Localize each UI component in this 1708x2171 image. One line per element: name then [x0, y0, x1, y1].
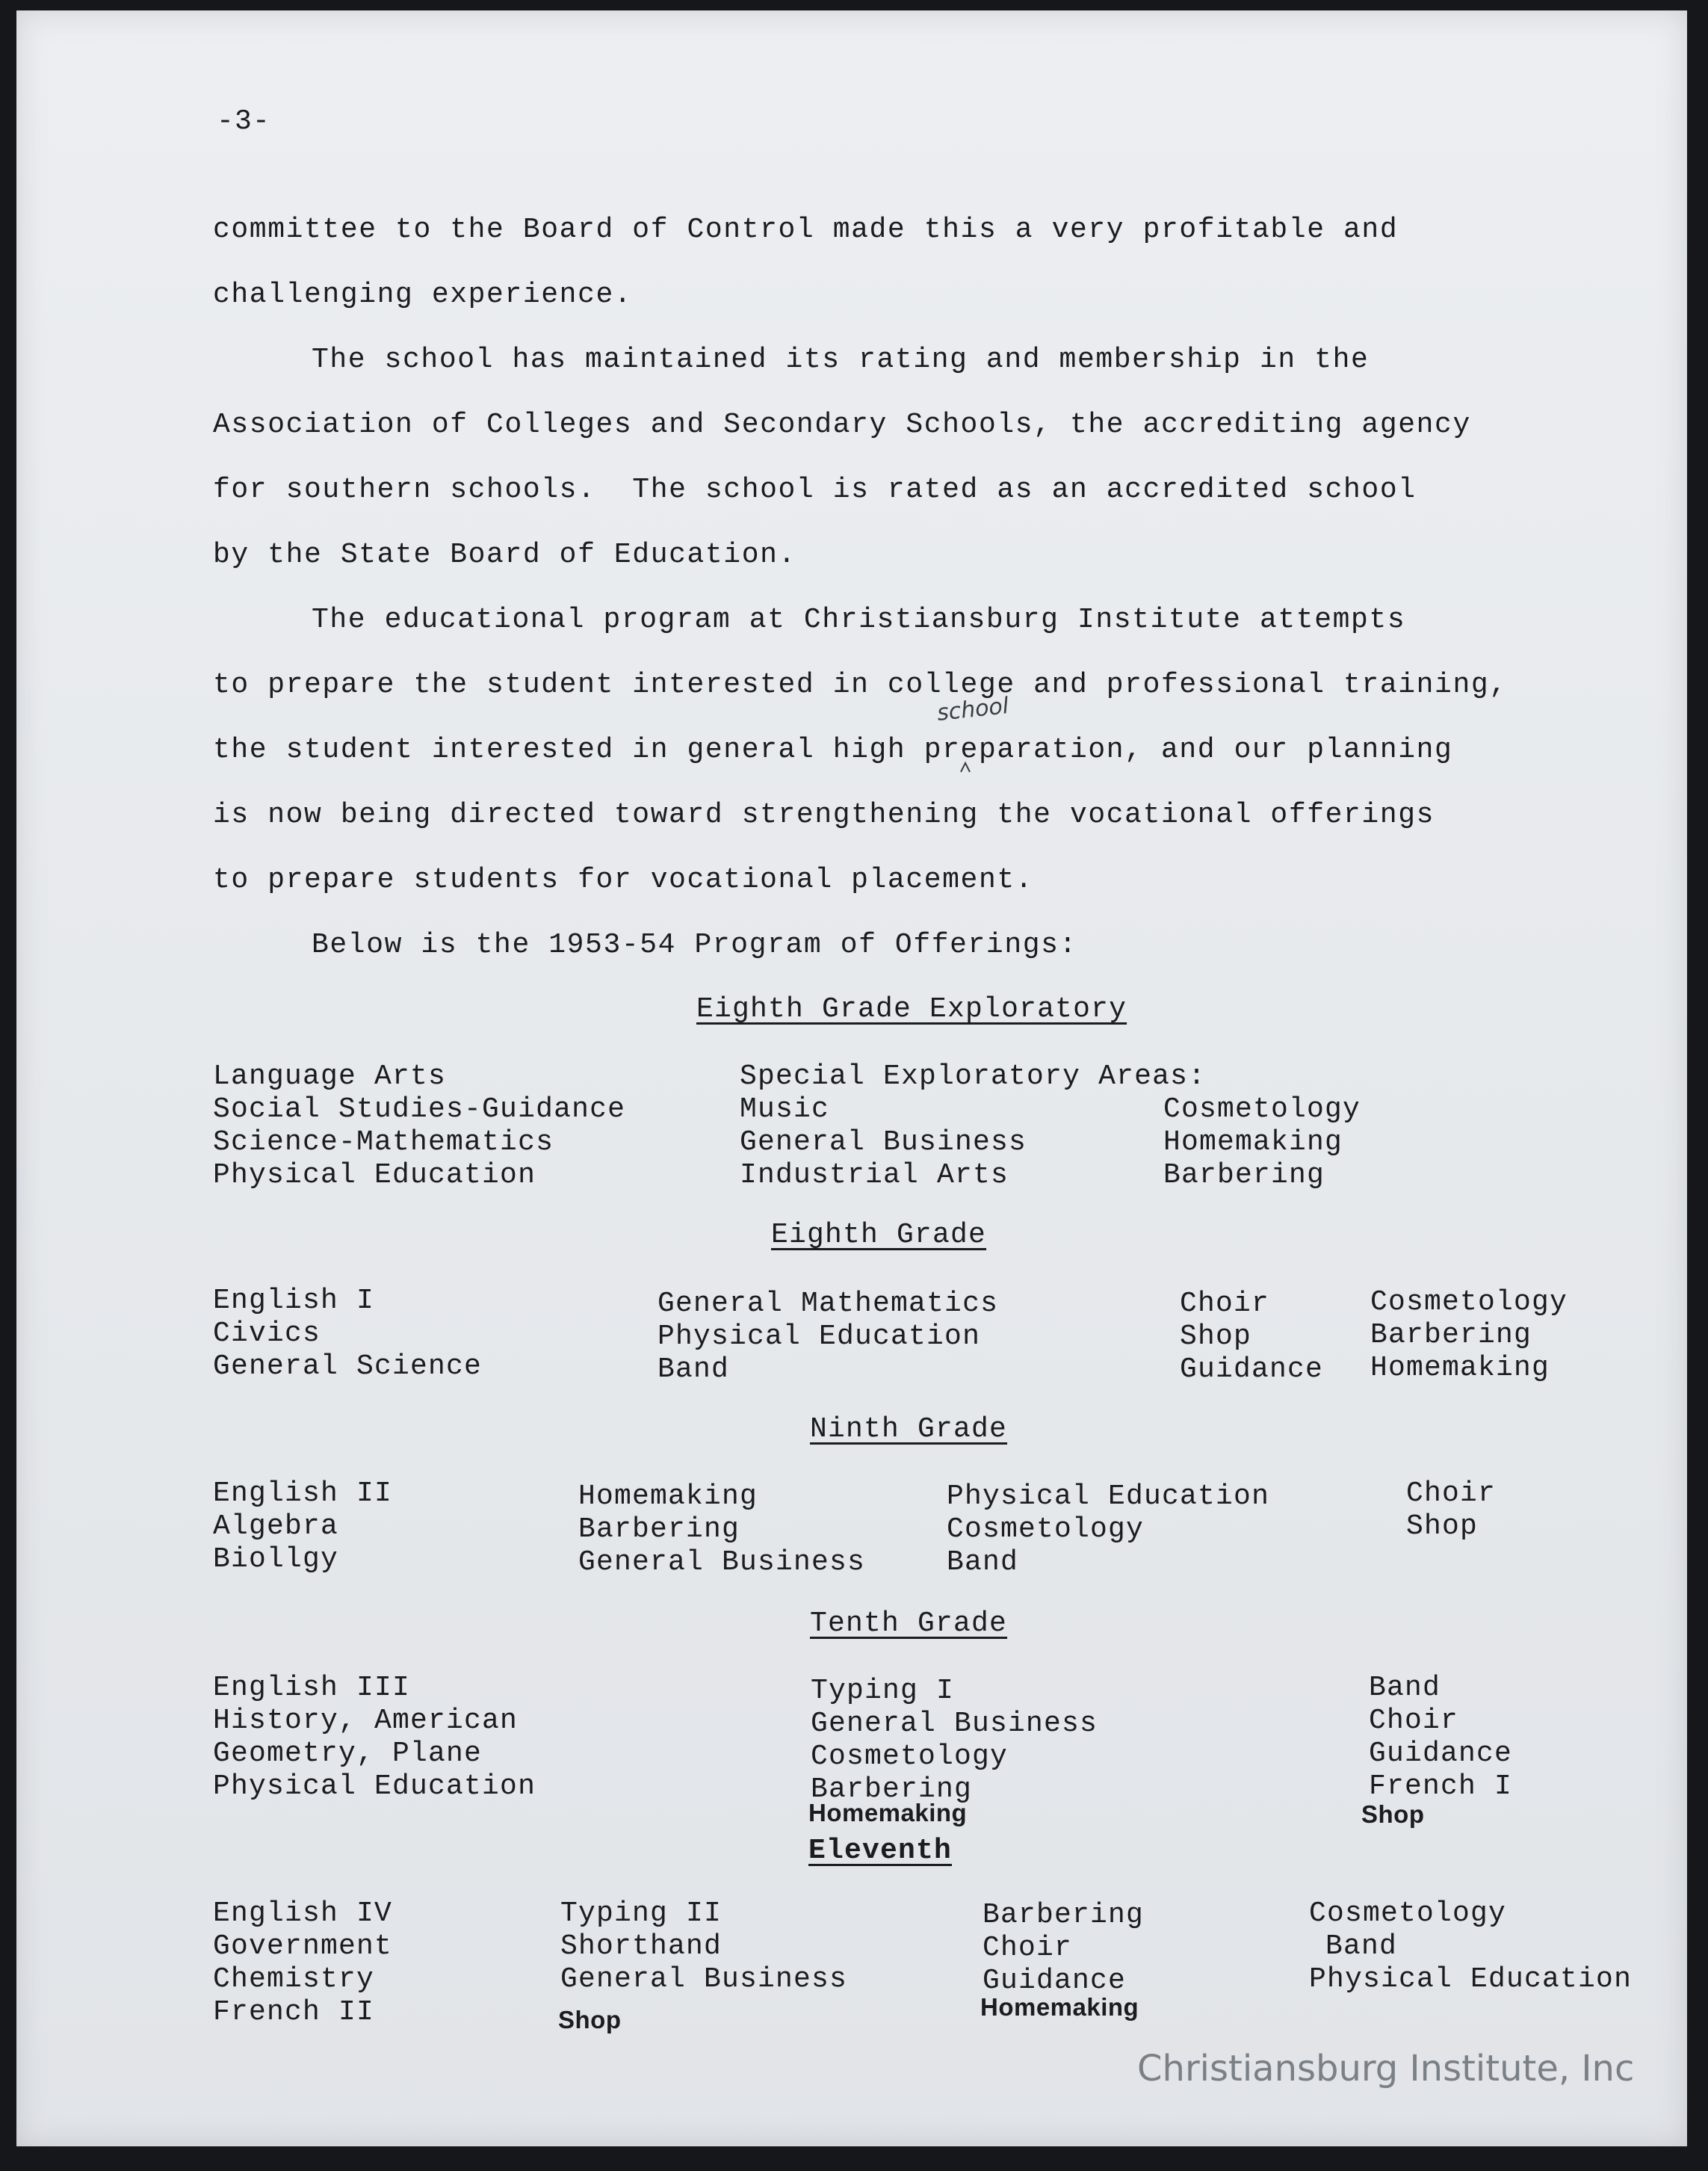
course-item: Physical Education — [657, 1321, 981, 1353]
course-item: Cosmetology — [1163, 1093, 1361, 1125]
course-item: Choir — [1369, 1705, 1459, 1737]
course-item: Guidance — [1369, 1738, 1513, 1770]
course-item: Cosmetology — [947, 1513, 1145, 1545]
paragraph-line: the student interested in general high preparation, and our planning — [213, 734, 1453, 766]
course-item: Band — [1325, 1930, 1398, 1962]
section-heading: Eleventh — [808, 1835, 953, 1867]
area-label: Special Exploratory Areas: — [740, 1060, 1207, 1093]
course-item: Homemaking — [1370, 1352, 1550, 1384]
watermark: Christiansburg Institute, Inc — [1137, 2048, 1635, 2090]
course-item: Barbering — [1370, 1319, 1532, 1351]
course-item: Cosmetology — [1309, 1897, 1507, 1930]
course-item: Choir — [983, 1932, 1073, 1964]
course-item: General Mathematics — [657, 1288, 999, 1320]
course-item: Civics — [213, 1318, 321, 1350]
course-item: Guidance — [1180, 1353, 1324, 1386]
course-item: Geometry, Plane — [213, 1738, 483, 1770]
paragraph-line: committee to the Board of Control made this a very profitable and — [213, 214, 1399, 246]
course-item: History, American — [213, 1705, 519, 1737]
course-item: English III — [213, 1672, 411, 1704]
course-item: Band — [1369, 1672, 1441, 1704]
paragraph-line: The school has maintained its rating and membership in the — [312, 344, 1370, 376]
course-item: English II — [213, 1477, 393, 1510]
course-item: Band — [657, 1353, 730, 1386]
section-heading: Eighth Grade Exploratory — [696, 993, 1127, 1025]
course-item: Social Studies-Guidance — [213, 1093, 626, 1125]
course-item: Government — [213, 1930, 393, 1962]
course-item: Barbering — [811, 1773, 973, 1806]
section-heading: Tenth Grade — [810, 1608, 1008, 1640]
section-heading: Eighth Grade — [771, 1219, 987, 1251]
course-item: Choir — [1406, 1477, 1497, 1510]
course-item: Chemistry — [213, 1963, 375, 1995]
course-item-added: Shop — [558, 2006, 622, 2033]
course-item: General Science — [213, 1350, 483, 1383]
course-item: Typing I — [811, 1675, 955, 1707]
paragraph-line: The educational program at Christiansburg Institute attempts — [312, 604, 1406, 636]
document-page — [16, 10, 1687, 2146]
course-item: Cosmetology — [811, 1741, 1009, 1773]
paragraph-line: challenging experience. — [213, 279, 633, 311]
course-item: Choir — [1180, 1288, 1270, 1320]
course-item: Barbering — [1163, 1159, 1325, 1191]
course-item: Biollgy — [213, 1543, 339, 1575]
paragraph-line: for southern schools. The school is rated as an accredited school — [213, 474, 1417, 506]
course-item: Algebra — [213, 1510, 339, 1542]
paragraph-line: Below is the 1953-54 Program of Offerings: — [312, 929, 1077, 961]
section-heading: Ninth Grade — [810, 1413, 1008, 1445]
paragraph-line: Association of Colleges and Secondary Schools, the accrediting agency — [213, 409, 1471, 441]
course-item: French I — [1369, 1770, 1513, 1803]
course-item: General Business — [560, 1963, 848, 1995]
course-item: Homemaking — [578, 1480, 758, 1513]
insertion-caret-icon — [959, 762, 971, 773]
course-item: Barbering — [578, 1513, 740, 1545]
course-item: Shop — [1180, 1321, 1252, 1353]
course-item: Industrial Arts — [740, 1159, 1009, 1191]
course-item: English I — [213, 1285, 375, 1317]
course-item: Band — [947, 1546, 1019, 1578]
course-item: Physical Education — [213, 1770, 536, 1803]
paragraph-line: to prepare students for vocational placement. — [213, 864, 1034, 896]
course-item: Homemaking — [1163, 1126, 1343, 1158]
paragraph-line: is now being directed toward strengthening the vocational offerings — [213, 799, 1435, 831]
course-item: Typing II — [560, 1897, 723, 1930]
paragraph-line: to prepare the student interested in college and professional training, — [213, 669, 1508, 701]
course-item: English IV — [213, 1897, 393, 1930]
course-item-added: Homemaking — [808, 1799, 968, 1826]
course-item: Shorthand — [560, 1930, 723, 1962]
course-item: Music — [740, 1093, 830, 1125]
course-item: French II — [213, 1996, 375, 2028]
course-item: Shop — [1406, 1510, 1479, 1542]
paragraph-line: by the State Board of Education. — [213, 539, 796, 571]
page-number: -3- — [217, 105, 271, 138]
course-item-added: Shop — [1361, 1800, 1425, 1828]
course-item: Physical Education — [1309, 1963, 1633, 1995]
course-item: General Business — [740, 1126, 1027, 1158]
course-item: Barbering — [983, 1899, 1145, 1931]
course-item-added: Homemaking — [980, 1993, 1139, 2021]
course-item: General Business — [811, 1708, 1098, 1740]
course-item: Physical Education — [213, 1159, 536, 1191]
course-item: Guidance — [983, 1965, 1127, 1997]
course-item: Cosmetology — [1370, 1286, 1568, 1318]
course-item: Physical Education — [947, 1480, 1270, 1513]
handwritten-insert: school — [935, 693, 1010, 726]
course-item: General Business — [578, 1546, 866, 1578]
course-item: Language Arts — [213, 1060, 447, 1093]
course-item: Science-Mathematics — [213, 1126, 554, 1158]
